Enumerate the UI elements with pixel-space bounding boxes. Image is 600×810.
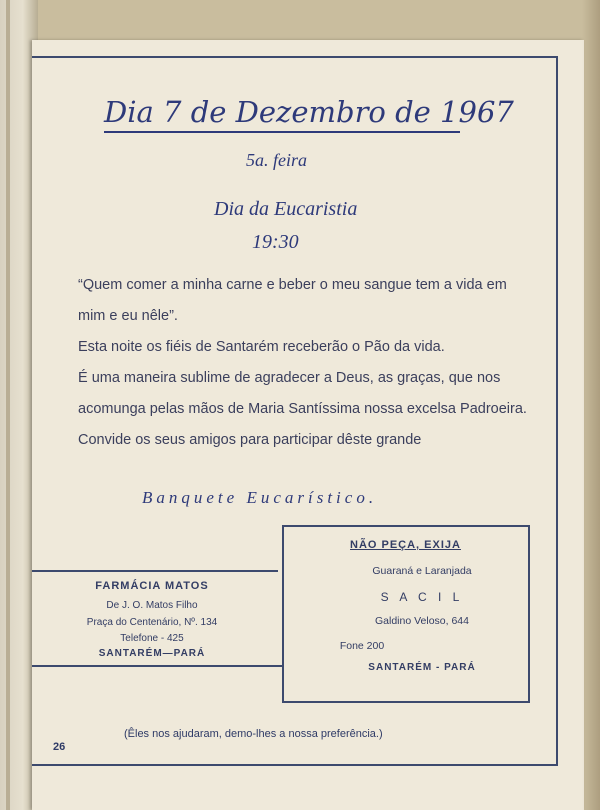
ad-left-owner: De J. O. Matos Filho [106, 600, 198, 611]
ad-right-phone: Fone 200 [339, 640, 385, 652]
date-title: Dia 7 de Dezembro de 1967 [104, 95, 514, 129]
paragraph-tonight: Esta noite os fiéis de Santarém receberão o Pão da vida. [78, 339, 445, 355]
ad-left-address: Praça do Centenário, Nº. 134 [86, 617, 218, 628]
body-text [60, 270, 530, 456]
page-number: 26 [53, 741, 66, 753]
page-shadow [582, 0, 600, 810]
ad-right-address: Galdino Veloso, 644 [375, 615, 469, 627]
footer-note: (Êles nos ajudaram, demo-lhes a nossa preferência.) [124, 728, 383, 740]
page [32, 40, 584, 810]
binding-edge [6, 0, 10, 810]
ad-left-city: SANTARÉM—PARÁ [98, 648, 206, 659]
ad-right-product: Guaraná e Laranjada [372, 565, 472, 577]
paragraph-quote: “Quem comer a minha carne e beber o meu sangue tem a vida em mim e eu nêle”. [78, 277, 507, 324]
ad-right-headline: NÃO PEÇA, EXIJA [350, 539, 461, 551]
title-underline [104, 131, 460, 133]
feast-name: Dia da Eucaristia [214, 198, 358, 220]
ad-right-box [282, 525, 530, 703]
ad-right-city: SANTARÉM - PARÁ [368, 662, 476, 673]
weekday: 5a. feira [246, 150, 307, 170]
paragraph-thanks: É uma maneira sublime de agradecer a Deus, as graças, que nos acomunga pelas mãos de Maria Santíssima nossa excelsa Padroeira. [78, 370, 527, 417]
ad-left-top-rule [32, 570, 278, 572]
ad-left-title: FARMÁCIA MATOS [95, 580, 209, 592]
paragraph-invite: Convide os seus amigos para participar dêste grande [78, 432, 422, 448]
banquet-line: Banquete Eucarístico. [142, 488, 378, 507]
event-time: 19:30 [252, 231, 299, 253]
ad-left-bottom-rule [32, 665, 282, 667]
ad-left-phone: Telefone - 425 [120, 633, 184, 644]
ad-right-brand: S A C I L [380, 590, 464, 604]
